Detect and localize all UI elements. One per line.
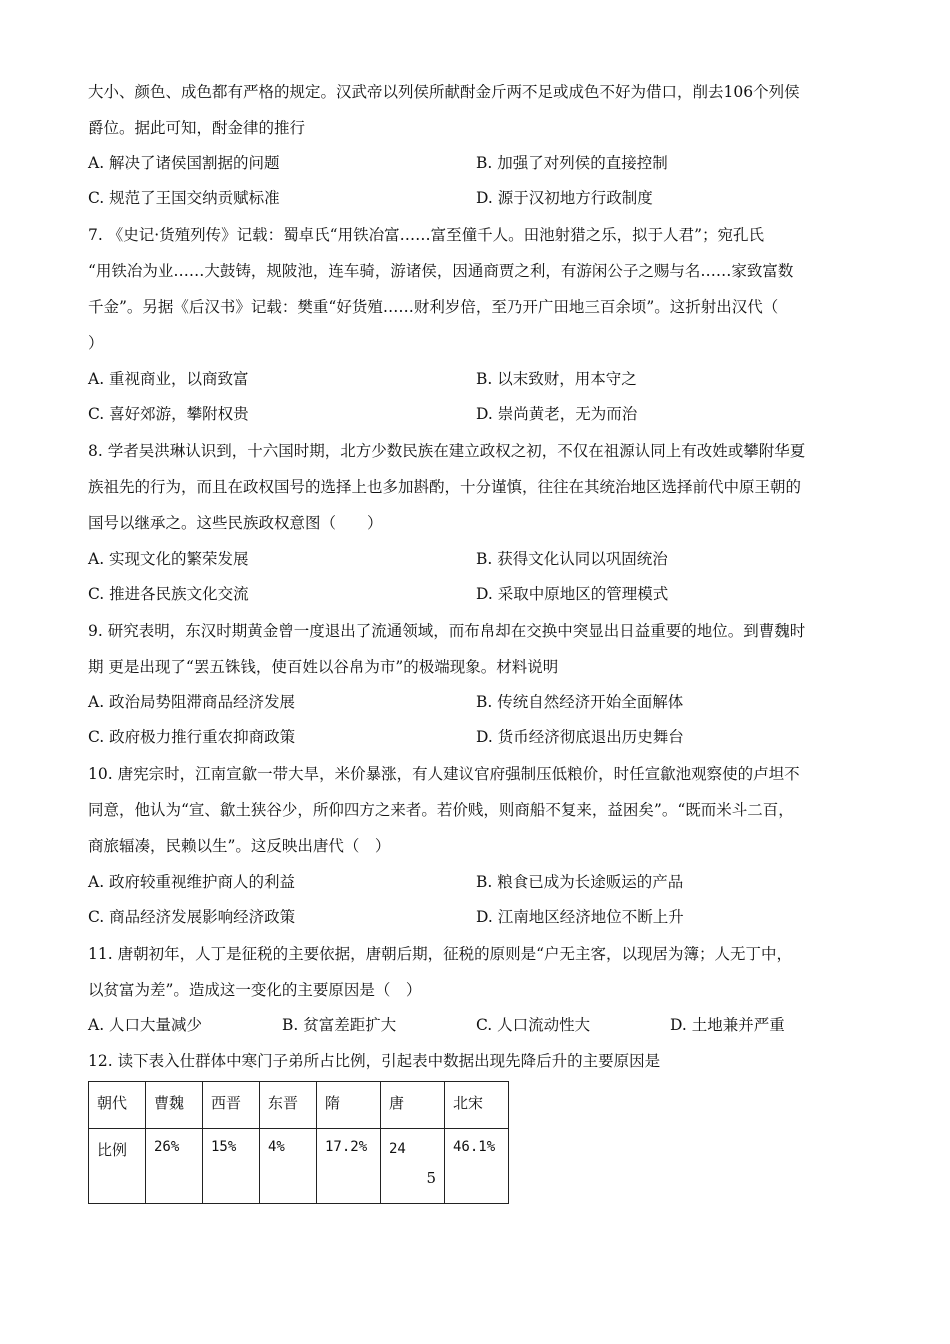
q8-option-a[interactable]: A. 实现文化的繁荣发展 — [88, 550, 249, 568]
q11-option-c[interactable]: C. 人口流动性大 — [476, 1016, 591, 1034]
table-header-cell: 东晋 — [260, 1082, 317, 1129]
table-header-cell: 朝代 — [89, 1082, 146, 1129]
q8-line-3: 国号以继承之。这些民族政权意图（ ） — [88, 514, 383, 532]
table-cell — [381, 1129, 445, 1204]
q7-line-1: 7. 《史记·货殖列传》记载：蜀卓氏“用铁冶富……富至僮千人。田池射猎之乐，拟于人君”；宛孔氏 — [88, 226, 764, 244]
q7-line-3: 千金”。另据《后汉书》记载：樊重“好货殖……财利岁倍，至乃开广田地三百余顷”。这折射出汉代（ — [88, 298, 779, 316]
q7-option-a[interactable]: A. 重视商业，以商致富 — [88, 370, 249, 388]
table-cell-value: 24 — [389, 1141, 406, 1157]
table-row-label: 比例 — [89, 1129, 146, 1204]
q6-option-d[interactable]: D. 源于汉初地方行政制度 — [476, 189, 653, 207]
q12-line-1: 12. 读下表入仕群体中寒门子弟所占比例，引起表中数据出现先降后升的主要原因是 — [88, 1052, 661, 1070]
q9-line-2: 期 更是出现了“罢五铢钱，使百姓以谷帛为市”的极端现象。材料说明 — [88, 658, 559, 676]
q8-line-1: 8. 学者吴洪琳认识到，十六国时期，北方少数民族在建立政权之初，不仅在祖源认同上有改姓或攀附华夏 — [88, 442, 806, 460]
q10-option-a[interactable]: A. 政府较重视维护商人的利益 — [88, 873, 296, 891]
q6-option-b[interactable]: B. 加强了对列侯的直接控制 — [476, 154, 668, 172]
q6-option-c[interactable]: C. 规范了王国交纳贡赋标准 — [88, 189, 280, 207]
q7-line-4: ） — [88, 334, 104, 352]
q8-option-d[interactable]: D. 采取中原地区的管理模式 — [476, 585, 669, 603]
q9-option-a[interactable]: A. 政治局势阻滞商品经济发展 — [88, 693, 296, 711]
q11-option-d[interactable]: D. 土地兼并严重 — [670, 1016, 785, 1034]
table-cell: 15% — [203, 1129, 260, 1204]
q8-option-b[interactable]: B. 获得文化认同以巩固统治 — [476, 550, 668, 568]
page-number: 5 — [426, 1169, 436, 1187]
q9-line-1: 9. 研究表明，东汉时期黄金曾一度退出了流通领域，而布帛却在交换中突显出日益重要的地位。到曹魏时 — [88, 622, 806, 640]
table-header-cell: 唐 — [381, 1082, 445, 1129]
q7-option-c[interactable]: C. 喜好郊游，攀附权贵 — [88, 405, 249, 423]
q10-line-2: 同意，他认为“宣、歙土狭谷少，所仰四方之来者。若价贱，则商船不复来，益困矣”。“既而米斗二百， — [88, 801, 794, 819]
table-cell: 26% — [146, 1129, 203, 1204]
q11-line-1: 11. 唐朝初年，人丁是征税的主要依据，唐朝后期，征税的原则是“户无主客，以现居为簿；人无丁中， — [88, 945, 793, 963]
q10-line-1: 10. 唐宪宗时，江南宣歙一带大旱，米价暴涨，有人建议官府强制压低粮价，时任宣歙池观察使的卢坦不 — [88, 765, 800, 783]
q7-line-2: “用铁冶为业……大鼓铸，规陂池，连车骑，游诸侯，因通商贾之利，有游闲公子之赐与名……家致富数 — [88, 262, 794, 280]
table-header-cell: 北宋 — [445, 1082, 509, 1129]
q7-option-d[interactable]: D. 崇尚黄老，无为而治 — [476, 405, 638, 423]
q10-line-3: 商旅辐凑，民赖以生”。这反映出唐代（ ） — [88, 837, 391, 855]
q9-option-b[interactable]: B. 传统自然经济开始全面解体 — [476, 693, 684, 711]
q11-option-b[interactable]: B. 贫富差距扩大 — [282, 1016, 397, 1034]
table-header-cell: 隋 — [317, 1082, 381, 1129]
table-cell: 17.2% — [317, 1129, 381, 1204]
table-header-cell: 西晋 — [203, 1082, 260, 1129]
q10-option-b[interactable]: B. 粮食已成为长途贩运的产品 — [476, 873, 684, 891]
q8-option-c[interactable]: C. 推进各民族文化交流 — [88, 585, 249, 603]
q10-option-d[interactable]: D. 江南地区经济地位不断上升 — [476, 908, 684, 926]
ratio-table — [88, 1081, 509, 1204]
q6-line-1: 大小、颜色、成色都有严格的规定。汉武帝以列侯所献酎金斤两不足或成色不好为借口，削去106个列侯 — [88, 83, 800, 101]
table-cell: 4% — [260, 1129, 317, 1204]
table-header-row — [89, 1082, 509, 1129]
q9-option-c[interactable]: C. 政府极力推行重农抑商政策 — [88, 728, 296, 746]
q6-line-2: 爵位。据此可知，酎金律的推行 — [88, 119, 306, 137]
q6-option-a[interactable]: A. 解决了诸侯国割据的问题 — [88, 154, 280, 172]
table-row — [89, 1129, 509, 1204]
table-header-cell: 曹魏 — [146, 1082, 203, 1129]
q9-option-d[interactable]: D. 货币经济彻底退出历史舞台 — [476, 728, 684, 746]
q11-line-2: 以贫富为差”。造成这一变化的主要原因是（ ） — [88, 981, 422, 999]
q7-option-b[interactable]: B. 以末致财，用本守之 — [476, 370, 637, 388]
table-cell: 46.1% — [445, 1129, 509, 1204]
q8-line-2: 族祖先的行为，而且在政权国号的选择上也多加斟酌，十分谨慎，往往在其统治地区选择前代中原王朝的 — [88, 478, 802, 496]
q10-option-c[interactable]: C. 商品经济发展影响经济政策 — [88, 908, 296, 926]
q11-option-a[interactable]: A. 人口大量减少 — [88, 1016, 203, 1034]
